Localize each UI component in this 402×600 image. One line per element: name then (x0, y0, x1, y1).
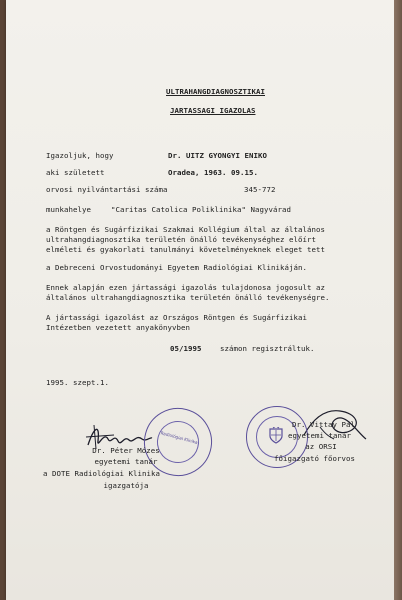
registration-label: orvosi nyilvántartási száma (46, 185, 168, 194)
born-label: aki született (46, 168, 105, 177)
signer-left-name: Dr. Péter Mózes (92, 446, 160, 455)
signer-left-title: egyetemi tanár (94, 457, 158, 466)
workplace-value: "Caritas Catolica Poliklinika" Nagyvárad (111, 205, 291, 214)
signer-right-institution: az ORSI (305, 442, 337, 451)
paragraph-line: A jártassági igazolást az Országos Röntgen és Sugárfizikai (46, 313, 307, 322)
certify-label: Igazoljuk, hogy (46, 151, 114, 160)
paragraph-line: ultrahangdiagnosztika területén önálló tevékenységhez előírt (46, 235, 316, 244)
paragraph-line: elméleti és gyakorlati tanulmányi követelményeknek eleget tett (46, 245, 325, 254)
register-number: 05/1995 (170, 344, 202, 353)
signer-right-title: egyetemi tanár (288, 431, 351, 440)
signer-left-institution: a DOTE Radiológiai Klinika (43, 469, 160, 478)
registration-number: 345-772 (244, 185, 276, 194)
register-text: számon regisztráltuk. (220, 344, 315, 353)
birth-place-date: Oradea, 1963. 09.15. (168, 168, 258, 177)
certificate-page (6, 0, 394, 600)
paragraph-line: általános ultrahangdiagnosztika területén önálló tevékenységre. (46, 293, 330, 302)
paragraph-line: Intézetben vezetett anyakönyvben (46, 323, 190, 332)
document-subtitle: JARTASSAGI IGAZOLAS (170, 106, 256, 115)
workplace-label: munkahelye (46, 205, 91, 214)
background-edge (394, 0, 402, 600)
issue-date: 1995. szept.1. (46, 378, 109, 387)
paragraph-line: Ennek alapján ezen jártassági igazolás tulajdonosa jogosult az (46, 283, 325, 292)
paragraph-line: a Röntgen és Sugárfizikai Szakmai Kollégium által az általános (46, 225, 325, 234)
signer-right-name: Dr. Vittay Pál (292, 420, 355, 429)
paragraph-line: a Debreceni Orvostudományi Egyetem Radiológiai Klinikáján. (46, 263, 307, 272)
document-title: ULTRAHANGDIAGNOSZTIKAI (166, 87, 265, 96)
signer-left-role: igazgatója (103, 481, 149, 490)
stamp-center-text: Radiológiai Klinika (160, 430, 199, 446)
holder-name: Dr. UITZ GYONGYI ENIKO (168, 151, 267, 160)
signer-right-role: főigazgató főorvos (274, 454, 355, 463)
